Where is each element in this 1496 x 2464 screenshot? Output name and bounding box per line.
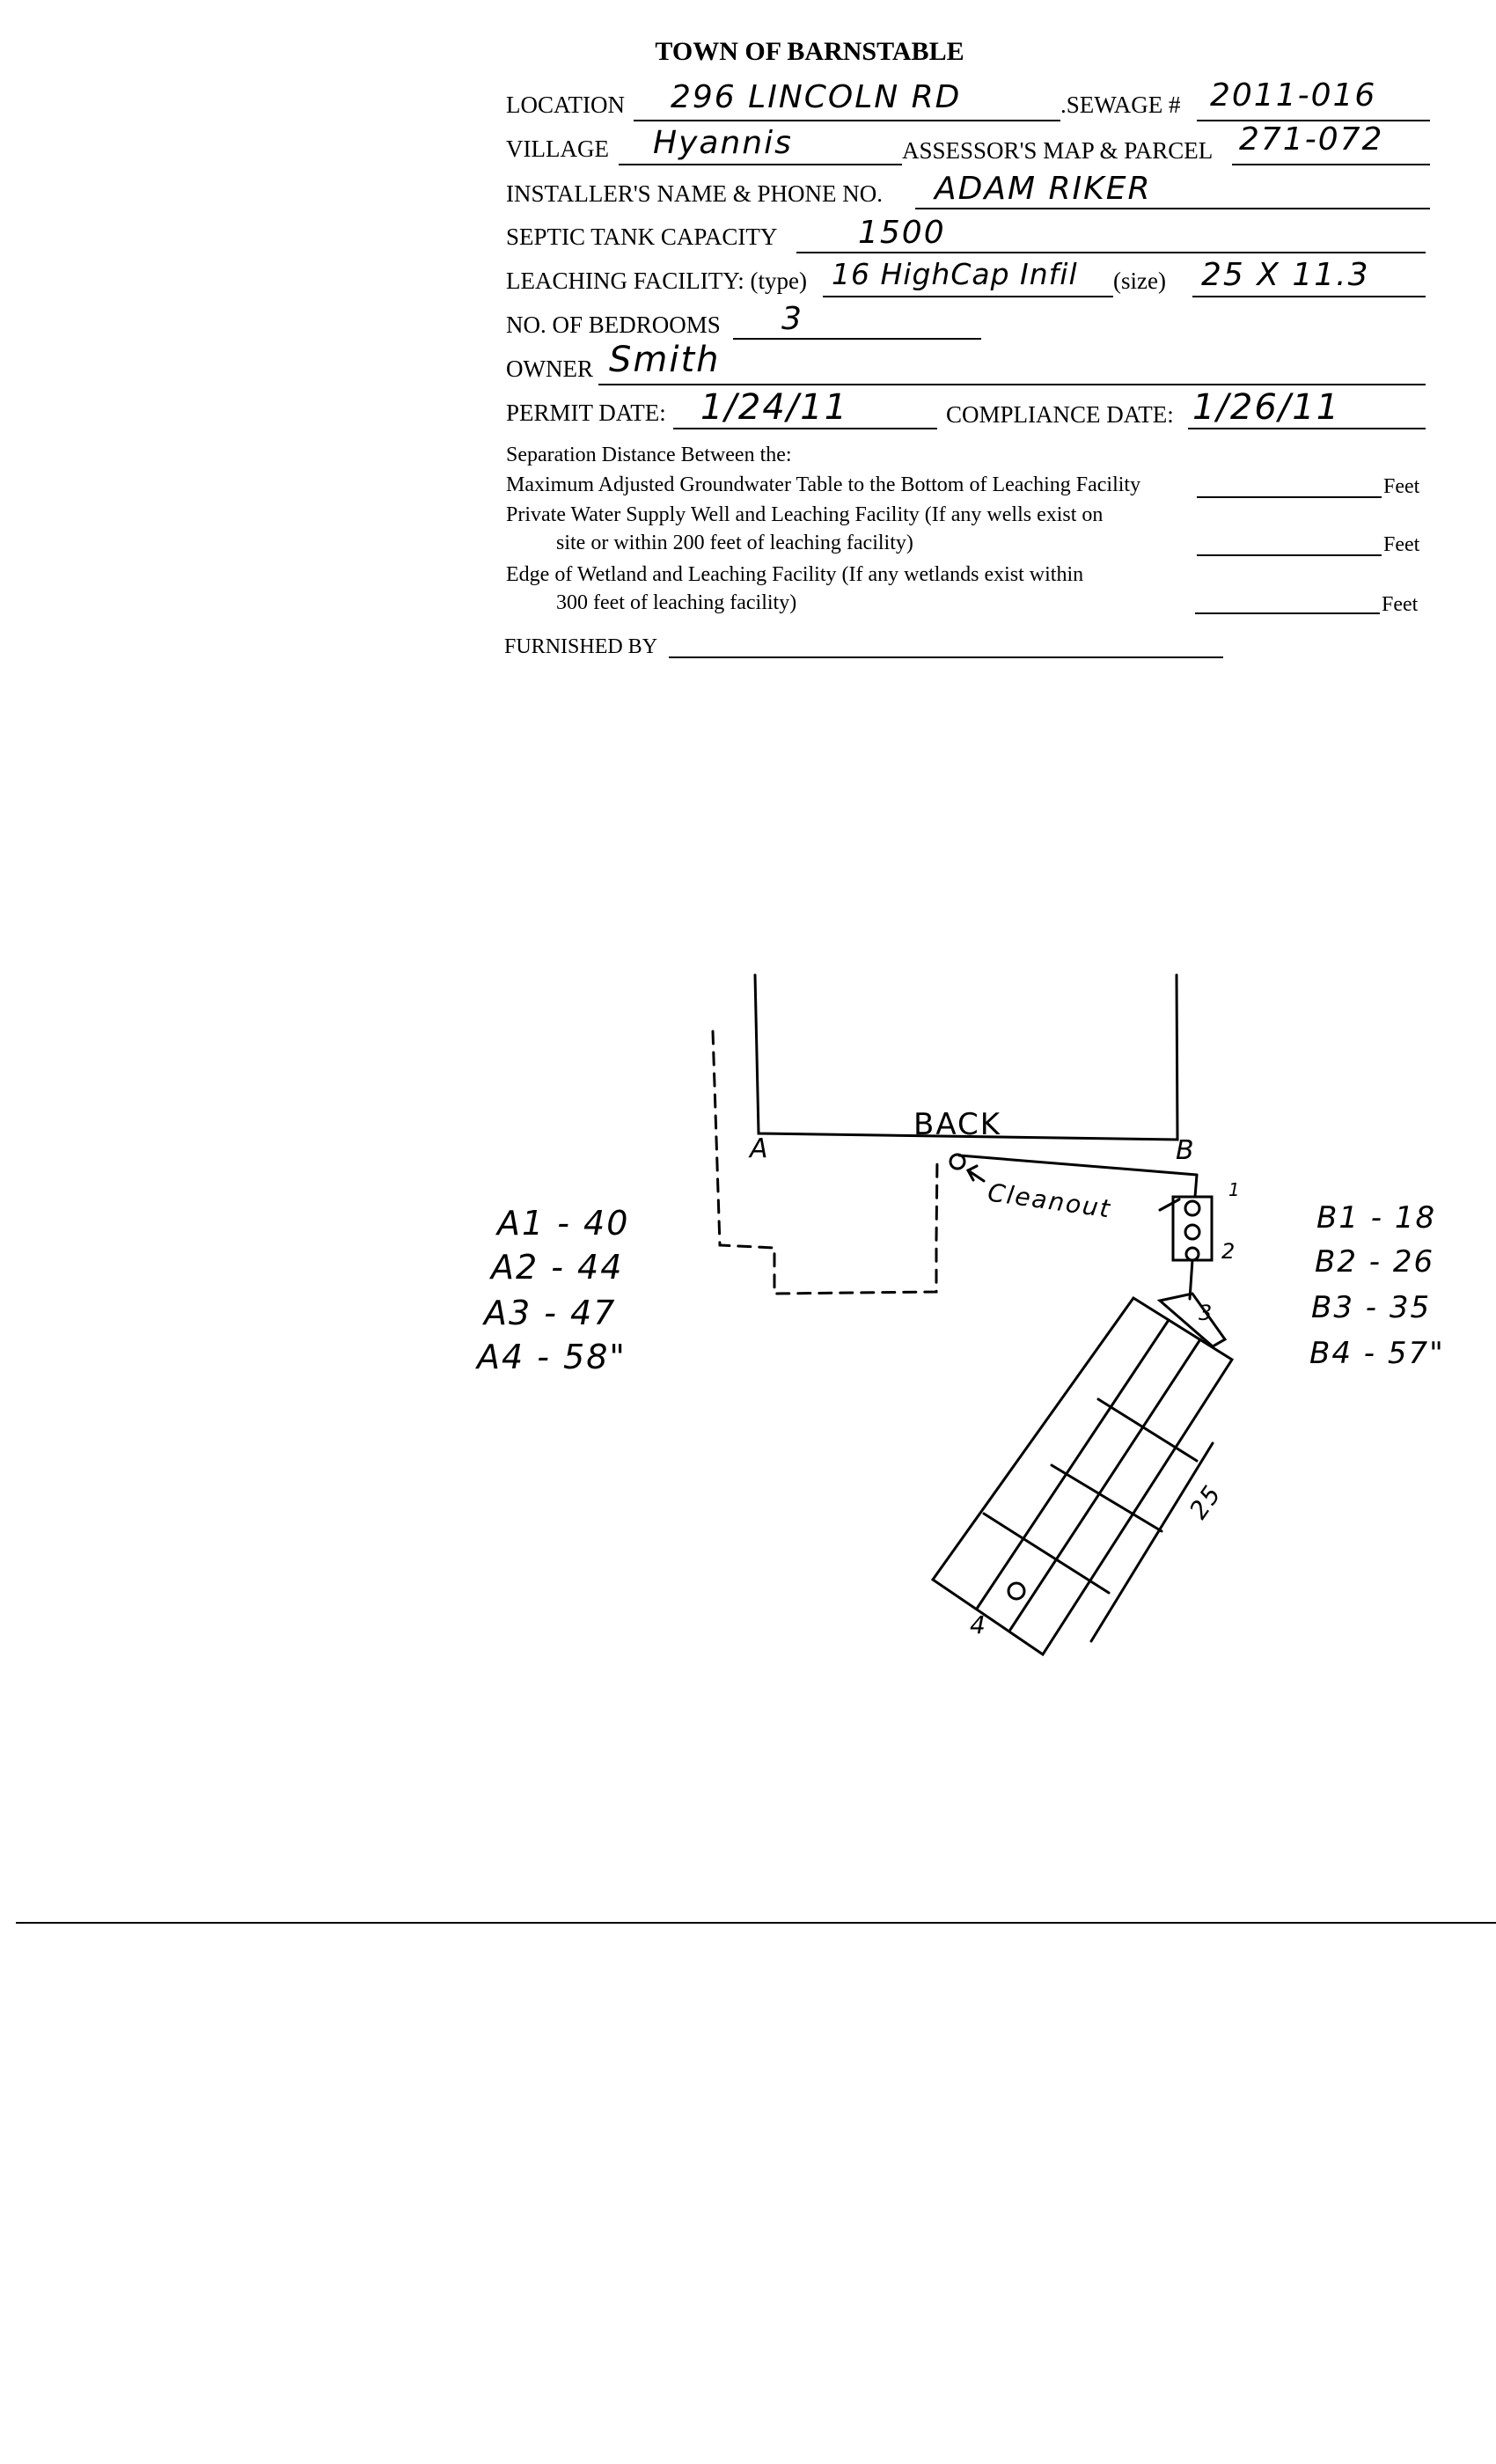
separation-label: Separation Distance Between the: bbox=[506, 444, 792, 466]
leaching-label: LEACHING FACILITY: (type) bbox=[506, 268, 807, 294]
field-row-1 bbox=[1098, 1399, 1197, 1461]
permit-label: PERMIT DATE: bbox=[506, 400, 666, 426]
location-value: 296 LINCOLN RD bbox=[671, 79, 962, 115]
furnished-label: FURNISHED BY bbox=[504, 635, 658, 658]
sewage-value: 2011-016 bbox=[1210, 77, 1377, 114]
pipe-line bbox=[959, 1155, 1197, 1175]
a-tie-1: A1 - 40 bbox=[497, 1204, 630, 1243]
field-row-2 bbox=[1052, 1465, 1162, 1531]
location-label: LOCATION bbox=[506, 92, 625, 118]
a-tie-4: A4 - 58" bbox=[477, 1338, 627, 1376]
inlet-pipe bbox=[1195, 1175, 1197, 1197]
field-row-3 bbox=[984, 1514, 1109, 1593]
bedrooms-label: NO. OF BEDROOMS bbox=[506, 312, 721, 338]
field-num-4: 4 bbox=[970, 1610, 987, 1639]
dashed-deck bbox=[713, 1031, 937, 1294]
installer-label: INSTALLER'S NAME & PHONE NO. bbox=[506, 180, 883, 207]
tank-label: SEPTIC TANK CAPACITY bbox=[506, 224, 778, 250]
b-tie-4: B4 - 57" bbox=[1309, 1336, 1445, 1371]
cleanout-arrow-right bbox=[1160, 1199, 1179, 1210]
dimension-line bbox=[1091, 1443, 1213, 1641]
tank-port-1 bbox=[1185, 1201, 1199, 1215]
size-label: (size) bbox=[1113, 268, 1166, 294]
separation-line-2b: site or within 200 feet of leaching facility) bbox=[556, 532, 913, 554]
back-label: BACK bbox=[913, 1107, 1002, 1142]
tank-port-2 bbox=[1185, 1225, 1199, 1239]
cleanout-label: Cleanout bbox=[986, 1177, 1113, 1224]
compliance-value: 1/26/11 bbox=[1192, 387, 1341, 428]
permit-value: 1/24/11 bbox=[700, 387, 849, 428]
map-parcel-value: 271-072 bbox=[1239, 121, 1384, 158]
separation-line-3b: 300 feet of leaching facility) bbox=[556, 591, 797, 614]
installer-value: ADAM RIKER bbox=[935, 171, 1152, 207]
tank-value: 1500 bbox=[858, 215, 946, 251]
sep1-feet: Feet bbox=[1383, 475, 1420, 498]
field-port bbox=[1008, 1583, 1024, 1599]
leaching-type-value: 16 HighCap Infil bbox=[832, 257, 1078, 291]
compliance-label: COMPLIANCE DATE: bbox=[946, 401, 1174, 428]
owner-value: Smith bbox=[609, 340, 721, 380]
separation-line-3a: Edge of Wetland and Leaching Facility (If any wetlands exist within bbox=[506, 563, 1084, 586]
corner-a-label: A bbox=[750, 1133, 770, 1164]
bedrooms-value: 3 bbox=[781, 301, 803, 337]
field-col-2 bbox=[1010, 1339, 1200, 1630]
tank-num-2: 2 bbox=[1221, 1239, 1237, 1264]
separation-line-2a: Private Water Supply Well and Leaching Facility (If any wells exist on bbox=[506, 503, 1104, 526]
field-col-1 bbox=[977, 1320, 1169, 1609]
village-label: VILLAGE bbox=[506, 136, 609, 162]
sewage-label: .SEWAGE # bbox=[1060, 92, 1181, 118]
length-label: 25 bbox=[1183, 1478, 1228, 1525]
tank-num-1: 1 bbox=[1228, 1179, 1242, 1200]
a-tie-2: A2 - 44 bbox=[491, 1248, 624, 1287]
b-tie-1: B1 - 18 bbox=[1316, 1200, 1437, 1236]
village-value: Hyannis bbox=[653, 125, 793, 161]
sep2-feet: Feet bbox=[1383, 533, 1420, 556]
a-tie-3: A3 - 47 bbox=[484, 1294, 617, 1332]
tank-num-3: 3 bbox=[1199, 1301, 1214, 1325]
b-tie-3: B3 - 35 bbox=[1311, 1290, 1432, 1325]
separation-line-1: Maximum Adjusted Groundwater Table to the Bottom of Leaching Facility bbox=[506, 473, 1141, 496]
corner-b-label: B bbox=[1176, 1135, 1196, 1166]
size-value: 25 X 11.3 bbox=[1201, 257, 1370, 293]
map-parcel-label: ASSESSOR'S MAP & PARCEL bbox=[902, 137, 1214, 164]
tank-port-3 bbox=[1186, 1248, 1199, 1260]
leaching-field bbox=[933, 1298, 1232, 1654]
b-tie-2: B2 - 26 bbox=[1315, 1244, 1435, 1280]
sep3-feet: Feet bbox=[1382, 593, 1419, 616]
owner-label: OWNER bbox=[506, 356, 593, 382]
form-title: TOWN OF BARNSTABLE bbox=[655, 37, 964, 66]
septic-tank bbox=[1173, 1197, 1212, 1260]
